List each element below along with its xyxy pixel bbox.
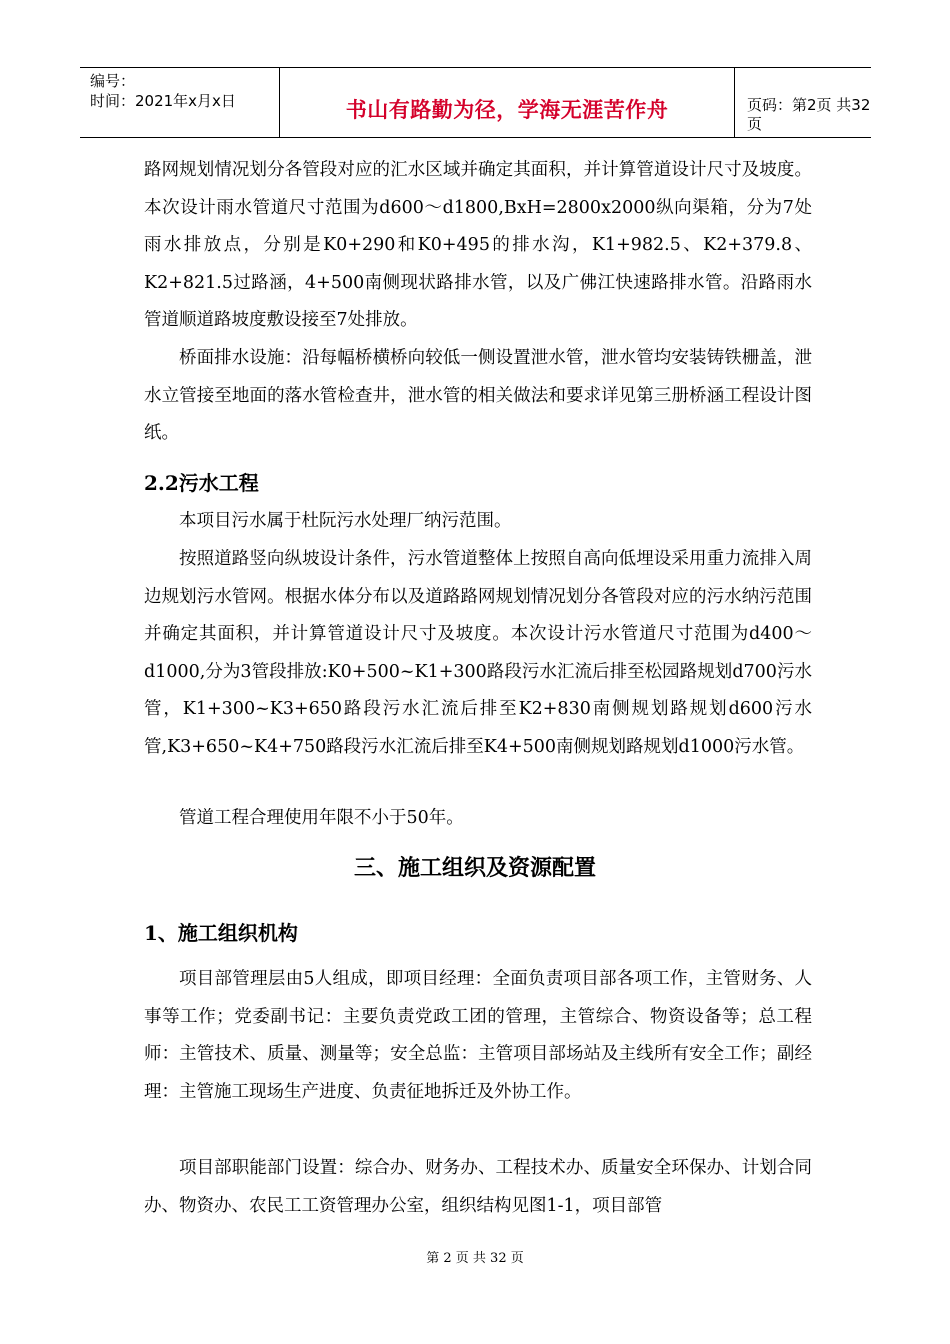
paragraph-service-life: 管道工程合理使用年限不小于50年。 [179,808,464,828]
paragraph-management-team: 项目部管理层由5人组成，即项目经理：全面负责项目部各项工作，主管财务、人事等工作；党委副书记：主要负责党政工团的管理，主管综合、物资设备等；总工程师：主管技术、质量、测量等；安全总监：主管项目部场站及主线所有安全工作；副经理：主管施工现场生产进度、负责征地拆迁及外协工作。 [144,969,812,1102]
header-page-info: 页码：第2页 共32页 [747,96,871,133]
heading-organization-structure: 1、施工组织机构 [144,921,298,945]
header-motto: 书山有路勤为径，学海无涯苦作舟 [345,98,669,122]
paragraph-sewage-scope: 本项目污水属于杜阮污水处理厂纳污范围。 [179,511,512,531]
paragraph-bridge-drainage: 桥面排水设施：沿每幅桥横桥向较低一侧设置泄水管，泄水管均安装铸铁栅盖，泄水立管接至地面的落水管检查井，泄水管的相关做法和要求详见第三册桥涵工程设计图纸。 [144,348,812,443]
document-date: 时间：2021年x月x日 [90,92,236,110]
page-footer: 第 2 页 共 32 页 [426,1251,524,1266]
paragraph-sewage-design: 按照道路竖向纵坡设计条件，污水管道整体上按照自高向低埋设采用重力流排入周边规划污水管网。根据水体分布以及道路路网规划情况划分各管段对应的污水纳污范围并确定其面积，并计算管道设计尺寸及坡度。本次设计污水管道尺寸范围为d400～d1000,分为3管段排放:K0+500~K1+300路段污水汇流后排至松园路规划d700污水管，K1+300~K3+650路段污水汇流后排至K2+830南侧规划路规划d600污水管,K3+650~K4+750路段污水汇流后排至K4+500南侧规划路规划d1000污水管。 [144,549,812,757]
header-page-cell [735,68,871,137]
heading-construction-organization: 三、施工组织及资源配置 [353,855,596,881]
document-number: 编号： [90,72,136,90]
page-header [80,67,871,138]
paragraph-departments: 项目部职能部门设置：综合办、财务办、工程技术办、质量安全环保办、计划合同办、物资办、农民工工资管理办公室，组织结构见图1-1，项目部管 [144,1158,812,1216]
heading-sewage-engineering: 2.2污水工程 [144,471,259,495]
paragraph-rainwater-design: 路网规划情况划分各管段对应的汇水区域并确定其面积，并计算管道设计尺寸及坡度。本次设计雨水管道尺寸范围为d600～d1800,BxH=2800x2000纵向渠箱，分为7处雨水排放点，分别是K0+290和K0+495的排水沟，K1+982.5、K2+379.8、K2+821.5过路涵，4+500南侧现状路排水管，以及广佛江快速路排水管。沿路雨水管道顺道路坡度敷设接至7处排放。 [144,160,812,330]
header-motto-cell [280,68,735,137]
header-meta-cell [80,68,280,137]
